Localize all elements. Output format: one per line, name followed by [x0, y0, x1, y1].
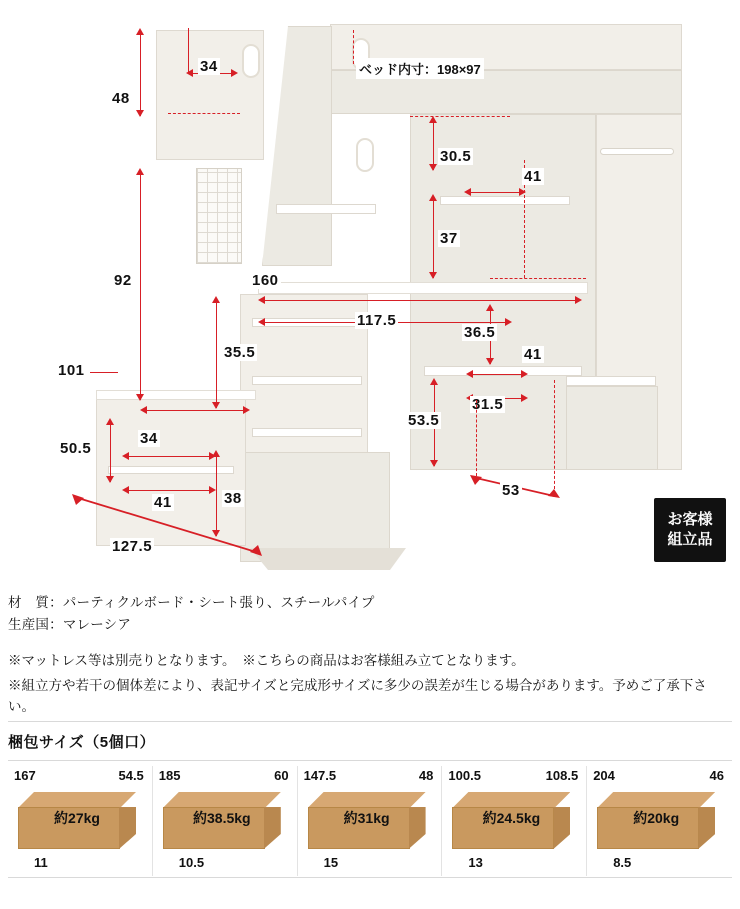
bottom-left-top [96, 390, 256, 400]
dim-48-line [140, 30, 141, 116]
packing-divider-mid [8, 760, 732, 761]
left-cabinet-shelf-3 [252, 428, 362, 437]
right-lower-box [566, 386, 658, 470]
mesh-panel [196, 168, 242, 264]
carton-top [163, 792, 281, 808]
box-height: 15 [323, 855, 339, 870]
dim-31_5-label: 31.5 [472, 396, 504, 413]
assembly-badge-line1: お客様 [667, 510, 713, 528]
shelf-right-1 [440, 196, 570, 205]
box-height: 13 [468, 855, 483, 870]
dim-117_5-label: 117.5 [357, 312, 397, 329]
dim-30_5-label: 30.5 [440, 148, 472, 165]
dim-117_5-arrow-l [258, 318, 265, 326]
dim-41-upper-label: 41 [524, 168, 542, 185]
dim-92-arrow-d [136, 394, 144, 401]
dim-92-label: 92 [114, 272, 132, 289]
dim-35_5-arrow-u [212, 296, 220, 303]
dim-53-tick-left [476, 400, 477, 476]
dim-41-upper-line [466, 192, 524, 193]
dim-101-leader [90, 372, 118, 373]
dim-30_5-arrow-d [429, 164, 437, 171]
dim-50_5-label: 50.5 [60, 440, 92, 457]
dim-34-bottom-label: 34 [140, 430, 158, 447]
left-cabinet-shelf-2 [252, 376, 362, 385]
dim-160-arrow-l [258, 296, 265, 304]
dim-37-arrow-d [429, 272, 437, 279]
box-depth: 54.5 [118, 768, 144, 783]
dim-53_5-arrow-d [430, 460, 438, 467]
dim-41-lower-arrow-r [521, 370, 528, 378]
left-cabinet-drawer [240, 452, 390, 562]
dim-34-top-label: 34 [200, 58, 218, 75]
packing-box-list [8, 766, 732, 876]
dim-127_5-line [72, 492, 262, 558]
box-depth: 60 [274, 768, 289, 783]
box-height: 11 [34, 855, 48, 870]
dim-41-lower-line [470, 374, 526, 375]
carton-top [452, 792, 570, 808]
bednote-leader [353, 30, 354, 64]
hanger-rod [600, 148, 674, 155]
dim-53_5-label: 53.5 [408, 412, 440, 429]
handle-hole-3 [356, 138, 374, 172]
dim-37-arrow-u [429, 194, 437, 201]
dim-41-lower-label: 41 [524, 346, 542, 363]
dim-50_5-arrow-d [106, 476, 114, 483]
dim-38-label: 38 [224, 490, 242, 507]
ladder-panel [262, 26, 332, 266]
material-label: 材 質： [8, 595, 63, 610]
floor-shadow [250, 548, 406, 570]
packing-box-item [442, 766, 587, 876]
note-line-1: ※マットレス等は別売りとなります。 ※こちらの商品はお客様組み立てとなります。 [8, 652, 525, 668]
dim-160-dash [490, 278, 586, 279]
box-height: 8.5 [613, 855, 632, 870]
dim-37-line [433, 196, 434, 278]
dim-48-label: 48 [112, 90, 130, 107]
shelf-right-3 [566, 376, 656, 386]
box-weight: 約24.5kg [482, 810, 541, 826]
assembly-badge-line2: 組立品 [667, 531, 713, 548]
dim-48-arrow-u [136, 28, 144, 35]
origin-value: マレーシア [62, 616, 132, 632]
carton-top [597, 792, 715, 808]
box-weight: 約31kg [343, 810, 390, 826]
dim-101-arrow-r [243, 406, 250, 414]
note-line-2: ※組立方や若干の個体差により、表記サイズと完成形サイズに多少の誤差が生じる場合があります。予めご了承下さい。 [8, 677, 707, 715]
packing-divider-top [8, 721, 732, 722]
box-weight: 約38.5kg [193, 810, 251, 826]
carton-top [308, 792, 426, 808]
dim-36_5-arrow-d [486, 358, 494, 365]
dim-127_5-label: 127.5 [112, 538, 153, 555]
dim-41-bottom-line [124, 490, 214, 491]
packing-box-item [8, 766, 153, 876]
dim-160-label: 160 [252, 272, 279, 289]
box-depth: 46 [709, 768, 724, 783]
box-width: 147.5 [303, 768, 337, 783]
dim-35_5-arrow-d [212, 402, 220, 409]
dim-117_5-arrow-r [505, 318, 512, 326]
dim-34-top-tick [188, 28, 189, 74]
dim-160-arrow-r [575, 296, 582, 304]
dim-34-bottom-line [124, 456, 214, 457]
dim-101-line [142, 410, 248, 411]
dim-31_5-arrow-r [521, 394, 528, 402]
dim-30_5-line [433, 118, 434, 170]
dim-38-arrow-u [212, 450, 220, 457]
box-weight: 約20kg [633, 810, 680, 826]
box-width: 185 [158, 768, 181, 783]
box-depth: 48 [418, 768, 434, 783]
box-width: 167 [14, 768, 36, 783]
dim-92-arrow-u [136, 168, 144, 175]
box-height: 10.5 [178, 855, 205, 870]
specification-text [8, 592, 732, 718]
packing-size-title: 梱包サイズ（5個口） [8, 734, 156, 751]
material-row [8, 592, 732, 614]
dim-41-lower-arrow-l [466, 370, 473, 378]
dim-160-line [262, 300, 580, 301]
packing-box-item [153, 766, 298, 876]
bed-inner-size-note: ベッド内寸：198×97 [356, 58, 484, 79]
handle-hole-1 [242, 44, 260, 78]
dim-36_5-label: 36.5 [464, 324, 496, 341]
box-width: 100.5 [448, 768, 481, 783]
packing-box-item [587, 766, 732, 876]
dim-92-line [140, 170, 141, 400]
dim-101-label: 101 [58, 362, 85, 379]
packing-box-item [298, 766, 443, 876]
dim-41-bottom-label: 41 [154, 494, 172, 511]
box-width: 204 [593, 768, 615, 783]
dim-34-top-dash [168, 113, 240, 114]
dim-35_5-line [216, 298, 217, 408]
origin-row [8, 614, 732, 636]
dim-41-upper-arrow-l [464, 188, 471, 196]
dim-53-tick-right [554, 380, 555, 494]
origin-label: 生産国： [8, 616, 63, 632]
packing-divider-bottom [8, 877, 732, 878]
box-weight: 約27kg [54, 810, 100, 826]
dim-50_5-line [110, 420, 111, 482]
dim-53-label: 53 [502, 482, 520, 499]
box-depth: 108.5 [545, 768, 579, 783]
carton-top [18, 792, 136, 808]
dim-36_5-arrow-u [486, 304, 494, 311]
dim-34-bottom-arrow-l [122, 452, 129, 460]
dim-48-arrow-d [136, 110, 144, 117]
dim-34-top-arrow-r [231, 69, 238, 77]
dim-30_5-dash [410, 116, 510, 117]
customer-assembly-badge [654, 498, 726, 562]
dim-53_5-arrow-u [430, 378, 438, 385]
dim-37-label: 37 [440, 230, 458, 247]
dim-101-arrow-l [140, 406, 147, 414]
desk-shelf [276, 204, 376, 214]
material-value: パーティクルボード・シート張り、スチールパイプ [62, 595, 375, 610]
dim-30_5-arrow-u [429, 116, 437, 123]
desk-top [258, 282, 588, 294]
dim-50_5-arrow-u [106, 418, 114, 425]
dim-35_5-label: 35.5 [224, 344, 256, 361]
